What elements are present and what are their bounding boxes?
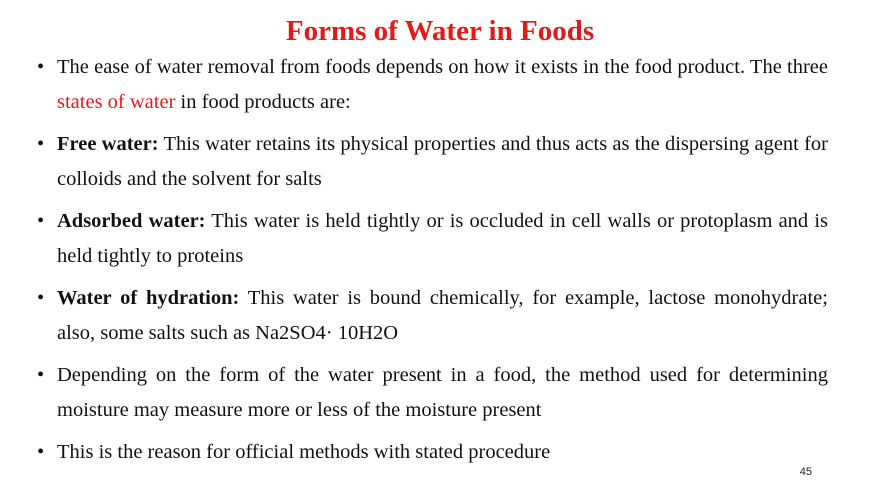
bullet-text: This is the reason for official methods with stated procedure	[57, 441, 551, 463]
bullet-list	[37, 50, 828, 477]
bullet-icon: •	[37, 364, 45, 386]
bullet-item-method	[37, 358, 828, 428]
bullet-icon: •	[37, 287, 45, 309]
slide-title: Forms of Water in Foods	[285, 15, 595, 47]
bullet-item-official-methods	[37, 435, 828, 470]
bullet-text: This water is held tightly or is occluded in cell walls or protoplasm and is held tightly to proteins	[57, 210, 828, 267]
bullet-lead: Adsorbed water:	[57, 210, 206, 232]
bullet-icon: •	[37, 210, 45, 232]
page-number: 45	[799, 466, 812, 478]
bullet-item-adsorbed-water	[37, 204, 828, 274]
bullet-icon: •	[37, 133, 45, 155]
bullet-text: Depending on the form of the water present in a food, the method used for determining moisture may measure more or less of the moisture present	[57, 364, 828, 421]
bullet-lead: Free water:	[57, 133, 159, 155]
bullet-icon: •	[37, 56, 45, 78]
bullet-lead: Water of hydration:	[57, 287, 240, 309]
bullet-item-intro	[37, 50, 828, 120]
highlight-text: states of water	[57, 91, 176, 113]
bullet-text: in food products are:	[175, 91, 351, 113]
bullet-item-free-water	[37, 127, 828, 197]
bullet-text: The ease of water removal from foods depends on how it exists in the food product. The three	[57, 56, 828, 78]
bullet-item-water-of-hydration	[37, 281, 828, 351]
bullet-icon: •	[37, 441, 45, 463]
bullet-text: This water is bound chemically, for example, lactose monohydrate; also, some salts such as Na2SO4· 10H2O	[57, 287, 828, 344]
bullet-text: This water retains its physical properties and thus acts as the dispersing agent for colloids and the solvent for salts	[57, 133, 829, 190]
